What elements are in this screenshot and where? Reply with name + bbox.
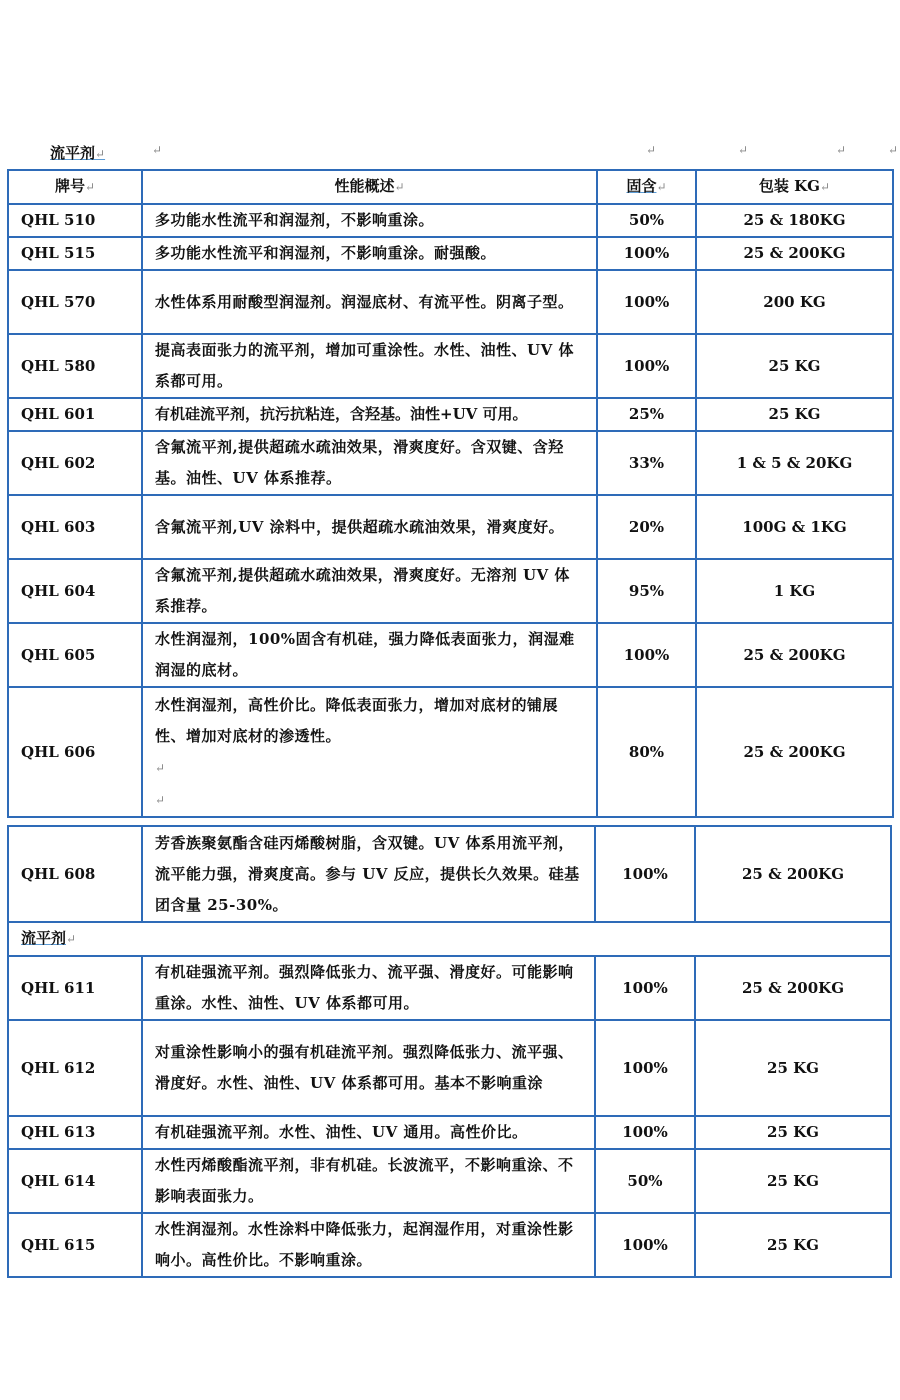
solids-value: 50% bbox=[595, 1149, 695, 1213]
solids-value: 100% bbox=[597, 270, 696, 334]
solids-value: 20% bbox=[597, 495, 696, 559]
product-description: 水性润湿剂，100%固含有机硅，强力降低表面张力，润湿难润湿的底材。 bbox=[142, 623, 597, 687]
section-title: 流平剂↵ bbox=[50, 144, 106, 162]
product-table-1 bbox=[7, 169, 894, 818]
product-code: QHL 606 bbox=[8, 687, 142, 817]
table-row bbox=[8, 1116, 891, 1149]
table-row bbox=[8, 1149, 891, 1213]
table-row bbox=[8, 559, 893, 623]
paragraph-mark: ↵ bbox=[738, 143, 749, 157]
packaging-value: 200 KG bbox=[696, 270, 893, 334]
table-row bbox=[8, 270, 893, 334]
product-code: QHL 601 bbox=[8, 398, 142, 431]
product-description: 含氟流平剂,提供超疏水疏油效果，滑爽度好。含双键、含羟基。油性、UV 体系推荐。 bbox=[142, 431, 597, 495]
solids-value: 25% bbox=[597, 398, 696, 431]
product-code: QHL 510 bbox=[8, 204, 142, 237]
table-row bbox=[8, 204, 893, 237]
column-header-solids: 固含↵ bbox=[597, 170, 696, 204]
product-code: QHL 611 bbox=[8, 956, 142, 1020]
solids-value: 100% bbox=[595, 956, 695, 1020]
solids-value: 100% bbox=[595, 1116, 695, 1149]
table-row bbox=[8, 826, 891, 922]
product-description: 水性润湿剂。水性涂料中降低张力，起润湿作用，对重涂性影响小。高性价比。不影响重涂。 bbox=[142, 1213, 595, 1277]
table-row bbox=[8, 495, 893, 559]
table-row bbox=[8, 623, 893, 687]
packaging-value: 1 KG bbox=[696, 559, 893, 623]
paragraph-mark: ↵ bbox=[152, 143, 163, 157]
column-header-code: 牌号↵ bbox=[8, 170, 142, 204]
product-code: QHL 604 bbox=[8, 559, 142, 623]
table-row bbox=[8, 1020, 891, 1116]
table-row bbox=[8, 1213, 891, 1277]
product-description: 水性润湿剂，高性价比。降低表面张力，增加对底材的铺展性、增加对底材的渗透性。 ↵ ↵ bbox=[142, 687, 597, 817]
solids-value: 33% bbox=[597, 431, 696, 495]
product-code: QHL 612 bbox=[8, 1020, 142, 1116]
packaging-value: 25 & 200KG bbox=[696, 237, 893, 270]
solids-value: 100% bbox=[595, 826, 695, 922]
product-code: QHL 605 bbox=[8, 623, 142, 687]
packaging-value: 1 & 5 & 20KG bbox=[696, 431, 893, 495]
table-row bbox=[8, 956, 891, 1020]
product-description: 水性丙烯酸酯流平剂，非有机硅。长波流平，不影响重涂、不影响表面张力。 bbox=[142, 1149, 595, 1213]
packaging-value: 25 KG bbox=[695, 1116, 891, 1149]
product-code: QHL 613 bbox=[8, 1116, 142, 1149]
table-row bbox=[8, 237, 893, 270]
table-row bbox=[8, 398, 893, 431]
solids-value: 50% bbox=[597, 204, 696, 237]
product-description: 含氟流平剂,UV 涂料中，提供超疏水疏油效果，滑爽度好。 bbox=[142, 495, 597, 559]
solids-value: 100% bbox=[597, 623, 696, 687]
product-code: QHL 602 bbox=[8, 431, 142, 495]
product-code: QHL 580 bbox=[8, 334, 142, 398]
product-description: 含氟流平剂,提供超疏水疏油效果，滑爽度好。无溶剂 UV 体系推荐。 bbox=[142, 559, 597, 623]
product-code: QHL 615 bbox=[8, 1213, 142, 1277]
table-section-row bbox=[8, 922, 891, 956]
solids-value: 80% bbox=[597, 687, 696, 817]
packaging-value: 25 & 200KG bbox=[695, 826, 891, 922]
column-header-description: 性能概述↵ bbox=[142, 170, 597, 204]
packaging-value: 25 KG bbox=[695, 1149, 891, 1213]
packaging-value: 25 KG bbox=[695, 1020, 891, 1116]
packaging-value: 25 KG bbox=[696, 334, 893, 398]
packaging-value: 25 & 200KG bbox=[696, 687, 893, 817]
table-row bbox=[8, 431, 893, 495]
packaging-value: 25 KG bbox=[695, 1213, 891, 1277]
product-description: 水性体系用耐酸型润湿剂。润湿底材、有流平性。阴离子型。 bbox=[142, 270, 597, 334]
packaging-value: 25 KG bbox=[696, 398, 893, 431]
table-header-row bbox=[8, 170, 893, 204]
table-row bbox=[8, 334, 893, 398]
product-code: QHL 570 bbox=[8, 270, 142, 334]
packaging-value: 100G & 1KG bbox=[696, 495, 893, 559]
product-description: 有机硅强流平剂。强烈降低张力、流平强、滑度好。可能影响重涂。水性、油性、UV 体系都可用。 bbox=[142, 956, 595, 1020]
product-code: QHL 515 bbox=[8, 237, 142, 270]
product-description: 对重涂性影响小的强有机硅流平剂。强烈降低张力、流平强、滑度好。水性、油性、UV 体系都可用。基本不影响重涂 bbox=[142, 1020, 595, 1116]
product-code: QHL 614 bbox=[8, 1149, 142, 1213]
packaging-value: 25 & 180KG bbox=[696, 204, 893, 237]
packaging-value: 25 & 200KG bbox=[696, 623, 893, 687]
solids-value: 100% bbox=[595, 1213, 695, 1277]
paragraph-mark: ↵ bbox=[836, 143, 847, 157]
solids-value: 100% bbox=[597, 237, 696, 270]
solids-value: 100% bbox=[595, 1020, 695, 1116]
product-description: 有机硅流平剂，抗污抗粘连，含羟基。油性+UV 可用。 bbox=[142, 398, 597, 431]
column-header-packaging: 包装 KG↵ bbox=[696, 170, 893, 204]
product-code: QHL 603 bbox=[8, 495, 142, 559]
product-description: 提高表面张力的流平剂，增加可重涂性。水性、油性、UV 体系都可用。 bbox=[142, 334, 597, 398]
paragraph-mark: ↵ bbox=[888, 143, 899, 157]
product-description: 多功能水性流平和润湿剂，不影响重涂。 bbox=[142, 204, 597, 237]
product-description: 有机硅强流平剂。水性、油性、UV 通用。高性价比。 bbox=[142, 1116, 595, 1149]
solids-value: 95% bbox=[597, 559, 696, 623]
packaging-value: 25 & 200KG bbox=[695, 956, 891, 1020]
product-code: QHL 608 bbox=[8, 826, 142, 922]
table-section-title: 流平剂↵ bbox=[8, 922, 891, 956]
table-row bbox=[8, 687, 893, 817]
product-description: 芳香族聚氨酯含硅丙烯酸树脂，含双键。UV 体系用流平剂，流平能力强，滑爽度高。参与 UV 反应，提供长久效果。硅基团含量 25-30%。 bbox=[142, 826, 595, 922]
product-table-2 bbox=[7, 825, 892, 1278]
product-description: 多功能水性流平和润湿剂，不影响重涂。耐强酸。 bbox=[142, 237, 597, 270]
solids-value: 100% bbox=[597, 334, 696, 398]
paragraph-mark: ↵ bbox=[646, 143, 657, 157]
